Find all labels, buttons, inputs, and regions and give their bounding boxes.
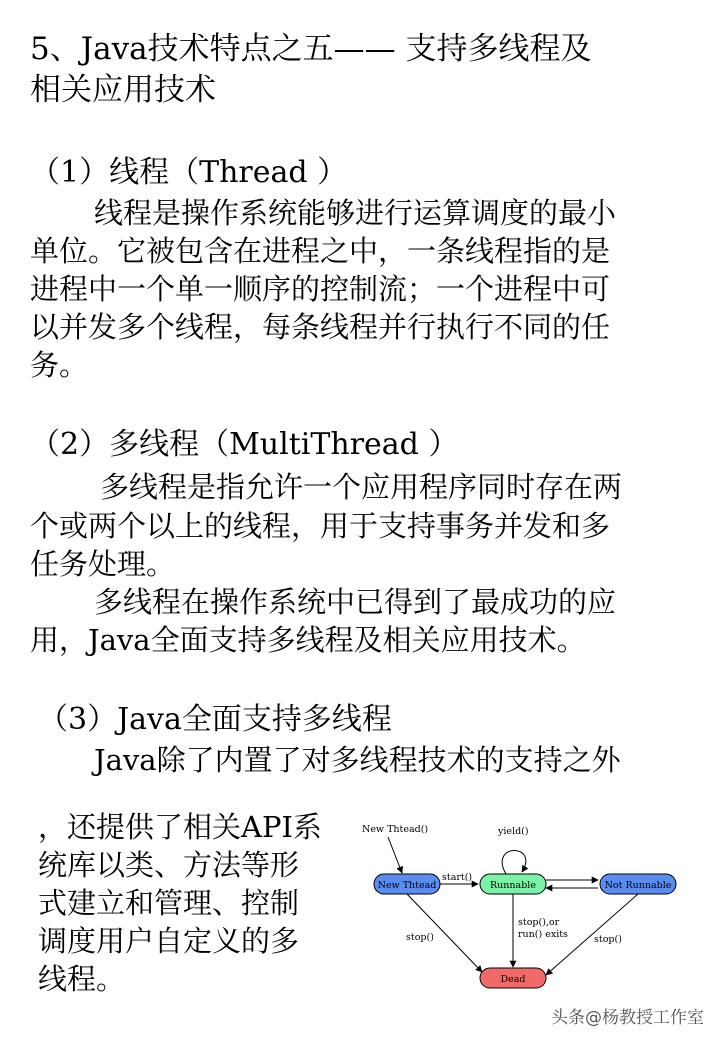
label-new-thread-call: New Thtead() [362, 824, 429, 835]
side-text-line: 调度用户自定义的多 [38, 924, 300, 958]
side-text-line: 线程。 [38, 962, 126, 996]
label-yield: yield() [498, 826, 529, 837]
section-2-line: 用，Java全面支持多线程及相关应用技术。 [30, 623, 586, 657]
state-dead-label: Dead [500, 974, 526, 985]
section-1-line: 线程是操作系统能够进行运算调度的最小 [94, 196, 617, 230]
section-2-heading: （2）多线程（MultiThread ） [30, 427, 459, 462]
section-2-line: 个或两个以上的线程，用于支持事务并发和多 [30, 509, 611, 543]
watermark-logo: 头条 [551, 1008, 585, 1028]
thread-state-diagram [358, 815, 688, 1000]
watermark [551, 1003, 704, 1028]
label-stop-runnable-2: run() exits [518, 929, 568, 940]
arrow-yield-loop [502, 850, 526, 874]
state-new-thread-label: New Thtead [377, 880, 437, 891]
section-1-heading: （1）线程（Thread ） [30, 155, 348, 190]
label-start: start() [442, 872, 473, 883]
section-1-line: 进程中一个单一顺序的控制流；一个进程中可 [30, 272, 611, 306]
state-not-runnable-label: Not Runnable [604, 880, 672, 891]
section-3-line: Java除了内置了对多线程技术的支持之外 [94, 743, 621, 777]
section-2-line: 任务处理。 [30, 547, 176, 581]
arrow-new-thread [388, 837, 402, 873]
section-3-heading: （3）Java全面支持多线程 [38, 702, 392, 737]
label-stop-runnable-1: stop(),or [518, 917, 560, 928]
state-runnable-label: Runnable [490, 880, 536, 891]
section-1-line: 单位。它被包含在进程之中，一条线程指的是 [30, 234, 611, 268]
label-stop-left: stop() [406, 932, 434, 943]
section-1-line: 务。 [30, 348, 89, 382]
section-2-line: 多线程在操作系统中已得到了最成功的应 [94, 585, 617, 619]
watermark-account: @杨教授工作室 [585, 1008, 704, 1028]
title-line-2: 相关应用技术 [30, 72, 216, 108]
label-stop-right: stop() [594, 934, 622, 945]
title-line-1: 5、Java技术特点之五—— 支持多线程及 [30, 31, 592, 67]
side-text-line: 统库以类、方法等形 [38, 848, 300, 882]
side-text-line: 式建立和管理、控制 [38, 886, 300, 920]
section-2-line: 多线程是指允许一个应用程序同时存在两 [100, 470, 623, 504]
section-1-line: 以并发多个线程，每条线程并行执行不同的任 [30, 310, 611, 344]
side-text-line: ，还提供了相关API系 [38, 810, 322, 844]
